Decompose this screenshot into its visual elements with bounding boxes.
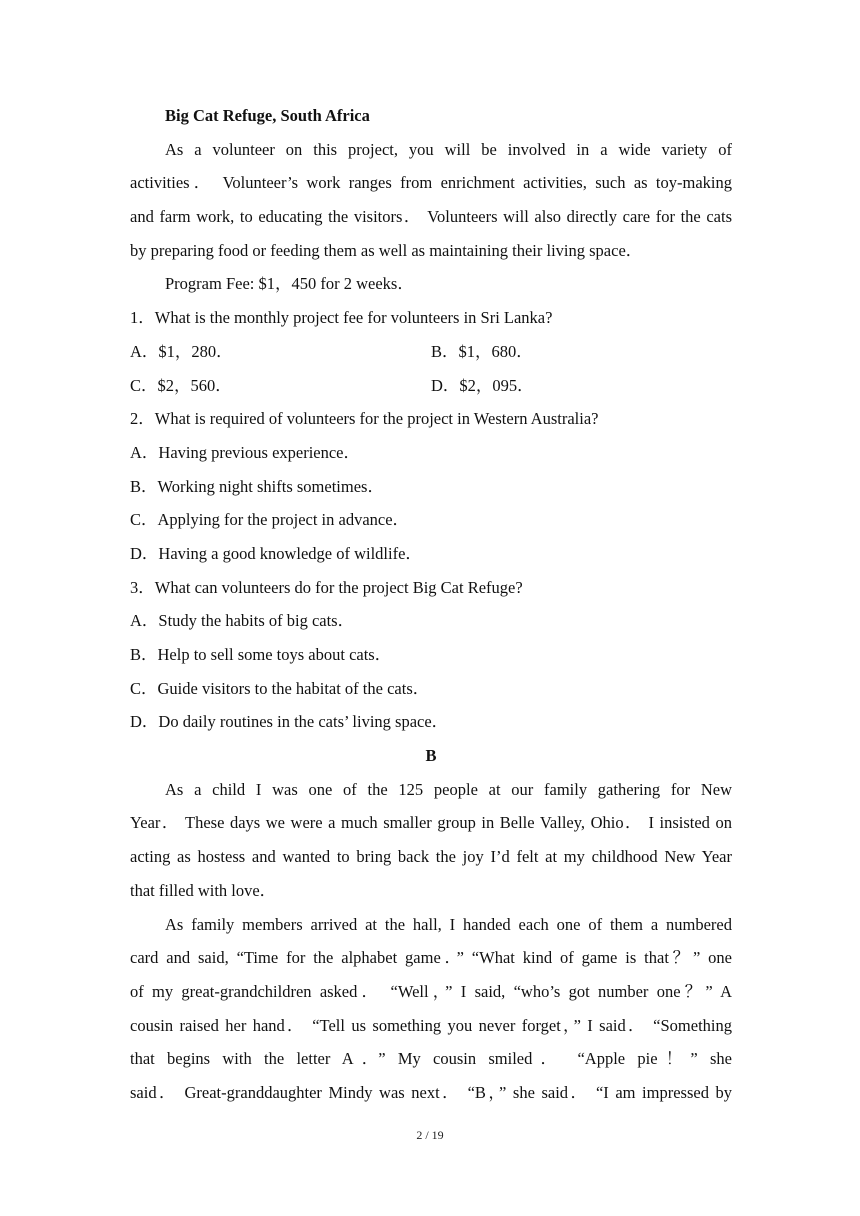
paragraph-line: cousin raised her hand． “Tell us something you never forget，” I said． “Something xyxy=(130,1015,732,1035)
option-c: C．$2，560． xyxy=(130,375,232,395)
page-number: 2 / 19 xyxy=(416,1128,444,1142)
paragraph-line: and farm work, to educating the visitors． Volunteers will also directly care for the cats xyxy=(130,207,732,227)
option-b: B．$1，680． xyxy=(431,341,533,361)
paragraph-line: As family members arrived at the hall, I handed each one of them a numbered xyxy=(165,914,732,934)
section-heading: Big Cat Refuge, South Africa xyxy=(165,106,370,125)
paragraph-line: As a volunteer on this project, you will be involved in a wide variety of xyxy=(165,139,732,159)
option-c: C．Applying for the project in advance． xyxy=(130,510,410,530)
option-a: A．Study the habits of big cats． xyxy=(130,611,355,631)
paragraph-line: that begins with the letter A．” My cousin smiled． “Apple pie！” she xyxy=(130,1049,732,1069)
option-a: A．Having previous experience． xyxy=(130,442,361,462)
paragraph-line: acting as hostess and wanted to bring back the joy I’d felt at my childhood New Year xyxy=(130,847,732,867)
option-d: D．$2，095． xyxy=(431,375,534,395)
option-c: C．Guide visitors to the habitat of the cats． xyxy=(130,678,430,698)
option-d: D．Do daily routines in the cats’ living space． xyxy=(130,712,449,732)
section-label: B xyxy=(425,746,437,766)
paragraph-line: Year． These days we were a much smaller group in Belle Valley, Ohio． I insisted on xyxy=(130,813,732,833)
option-b: B．Working night shifts sometimes． xyxy=(130,476,384,496)
paragraph-line: by preparing food or feeding them as well as maintaining their living space． xyxy=(130,240,643,260)
page-content xyxy=(130,99,732,1110)
option-b: B．Help to sell some toys about cats． xyxy=(130,645,392,664)
question-stem: 1．What is the monthly project fee for volunteers in Sri Lanka? xyxy=(130,308,553,328)
program-fee: Program Fee: $1，450 for 2 weeks． xyxy=(165,274,414,294)
option-d: D．Having a good knowledge of wildlife． xyxy=(130,543,422,563)
paragraph-line: said． Great-granddaughter Mindy was next． “B，” she said． “I am impressed by xyxy=(130,1082,732,1102)
paragraph-line: As a child I was one of the 125 people at our family gathering for New xyxy=(165,779,732,799)
paragraph-line: of my great-grandchildren asked． “Well，” I said, “who’s got number one？” A xyxy=(130,981,732,1001)
option-a: A．$1，280． xyxy=(130,341,233,361)
question-stem: 3．What can volunteers do for the project Big Cat Refuge? xyxy=(130,577,523,597)
option-row xyxy=(130,369,732,403)
question-stem: 2．What is required of volunteers for the project in Western Australia? xyxy=(130,409,599,429)
paragraph-line: card and said, “Time for the alphabet game．” “What kind of game is that？” one xyxy=(130,948,732,968)
paragraph-line: that filled with love． xyxy=(130,880,277,900)
paragraph-line: activities． Volunteer’s work ranges from enrichment activities, such as toy-making xyxy=(130,173,732,193)
option-row xyxy=(130,335,732,369)
